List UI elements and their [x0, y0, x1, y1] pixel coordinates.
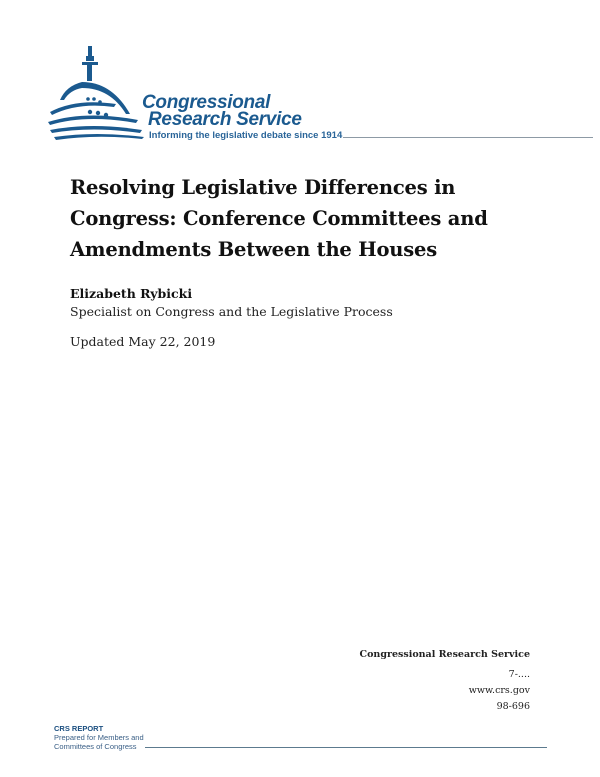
tagline-rule: [343, 137, 593, 138]
report-meta: [360, 648, 530, 716]
brand-tagline: Informing the legislative debate since 1914: [149, 130, 343, 141]
footer-rule: [145, 747, 547, 748]
footer-label: CRS REPORT: [54, 724, 104, 733]
footer-line1: Prepared for Members and: [54, 733, 144, 742]
brand-name-line1: Congressional: [142, 92, 271, 113]
document-title: Resolving Legislative Differences in Congress: Conference Committees and Amendments Between the Houses: [70, 176, 488, 261]
footer: [54, 724, 144, 751]
meta-phone: 7-....: [508, 669, 530, 680]
meta-organization: Congressional Research Service: [359, 649, 530, 660]
updated-date: Updated May 22, 2019: [70, 334, 216, 349]
meta-report-number: 98-696: [496, 701, 530, 712]
brand-name-line2: Research Service: [148, 109, 302, 130]
author-title: Specialist on Congress and the Legislative Process: [70, 304, 393, 319]
author-name: Elizabeth Rybicki: [70, 286, 193, 301]
crs-logo: [46, 42, 566, 142]
meta-website[interactable]: www.crs.gov: [468, 685, 530, 696]
footer-line2: Committees of Congress: [54, 742, 137, 751]
capitol-dome-icon: [46, 42, 146, 142]
